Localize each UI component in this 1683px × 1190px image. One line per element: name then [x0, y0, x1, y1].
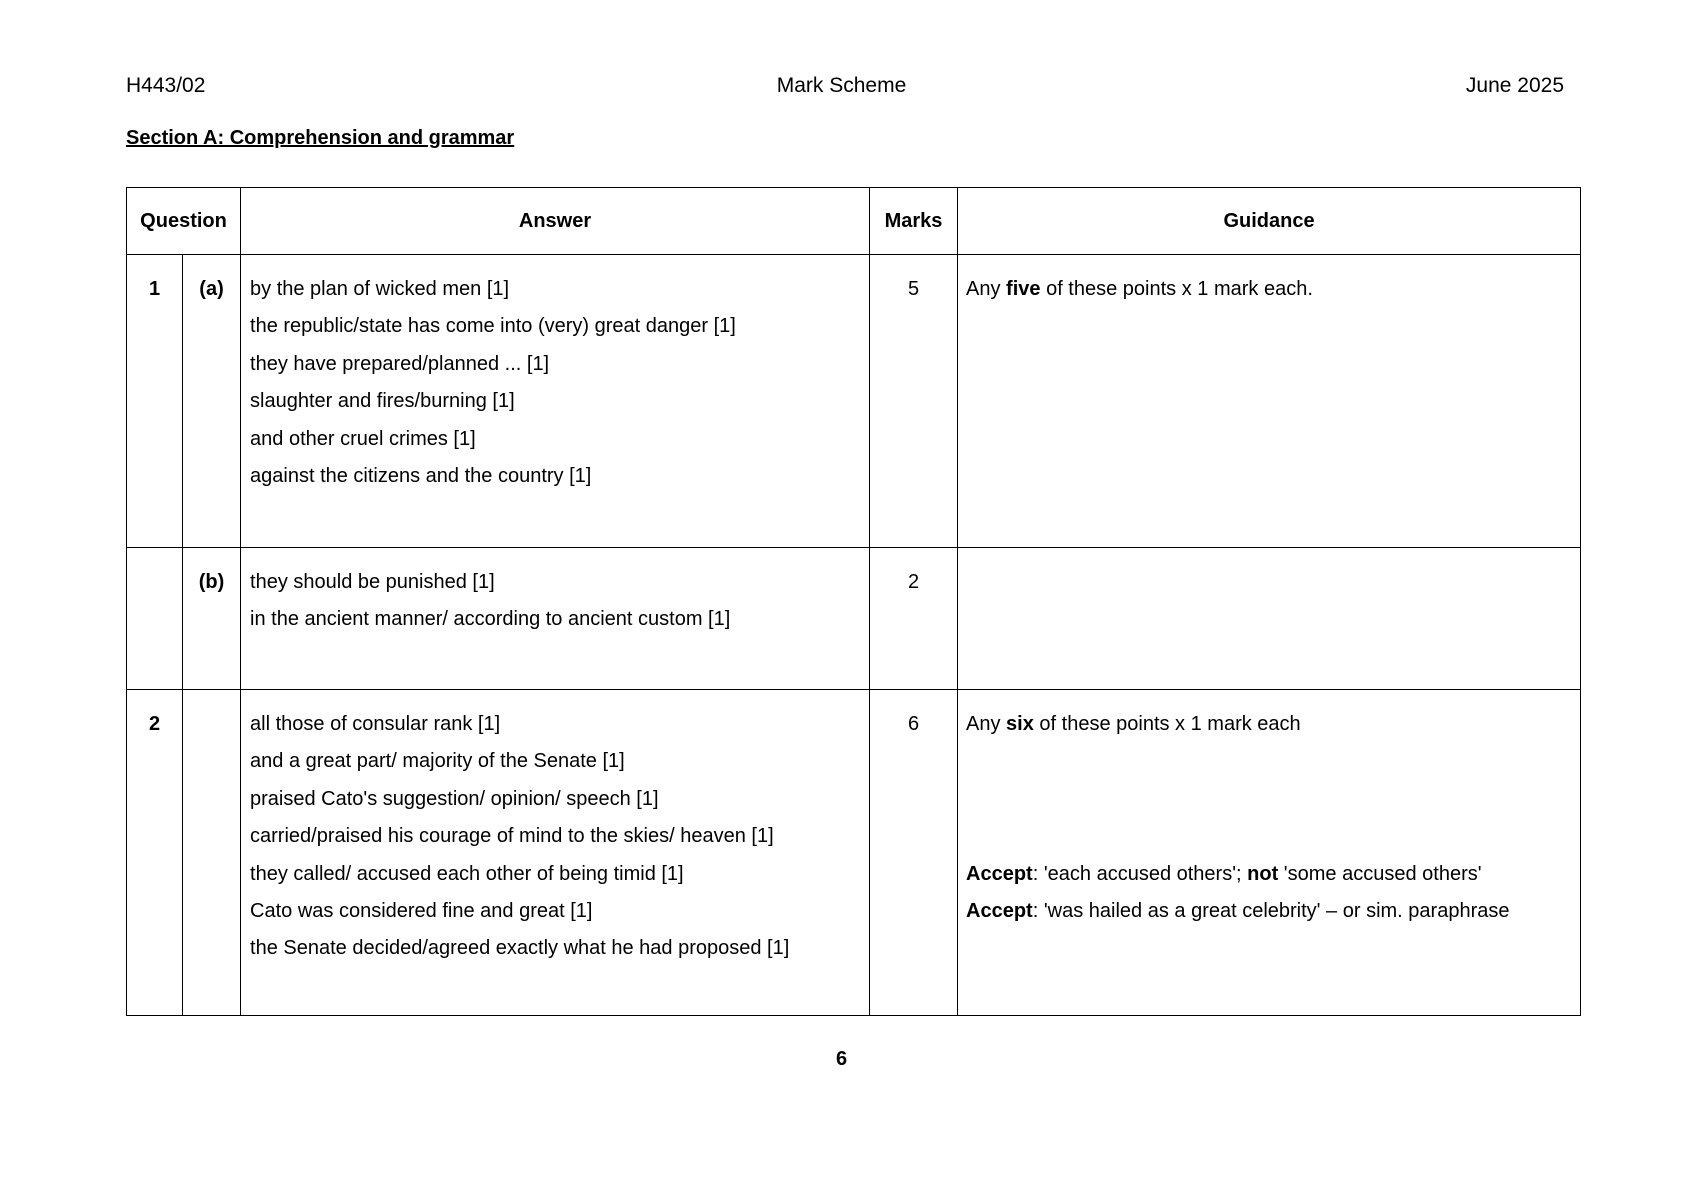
answer-point: carried/praised his courage of mind to the skies/ heaven [1] — [250, 825, 774, 848]
section-title: Section A: Comprehension and grammar — [126, 127, 515, 149]
guidance-bold: five — [1006, 278, 1041, 300]
guidance-text: of these points x 1 mark each — [1033, 713, 1301, 735]
table-row — [127, 255, 1581, 548]
marks-cell: 6 — [870, 690, 958, 1016]
accept-text: : 'was hailed as a great celebrity' – or sim. paraphrase — [1032, 899, 1510, 922]
answer-point: the Senate decided/agreed exactly what he had proposed [1] — [250, 937, 790, 960]
guidance-cell — [958, 255, 1581, 548]
guidance-cell — [958, 690, 1581, 1016]
answer-point: all those of consular rank [1] — [250, 713, 501, 735]
accept-note — [966, 856, 1580, 893]
question-part — [183, 690, 241, 1016]
header-guidance: Guidance — [958, 188, 1581, 255]
accept-text: : 'each accused others'; — [1032, 862, 1248, 885]
answer-point: and a great part/ majority of the Senate [1] — [250, 750, 625, 773]
table-row — [127, 548, 1581, 690]
header-marks: Marks — [870, 188, 958, 255]
table-row — [127, 690, 1581, 1016]
accept-label: Accept — [966, 862, 1033, 885]
page-number: 6 — [835, 1048, 848, 1070]
answer-cell — [241, 255, 870, 548]
answer-point: slaughter and fires/burning [1] — [250, 390, 515, 413]
question-number — [127, 548, 183, 690]
question-number: 1 — [127, 255, 183, 548]
answer-point: they have prepared/planned ... [1] — [250, 352, 550, 375]
question-part: (a) — [183, 255, 241, 548]
header-answer: Answer — [241, 188, 870, 255]
question-part: (b) — [183, 548, 241, 690]
answer-point: in the ancient manner/ according to ancient custom [1] — [250, 608, 731, 631]
answer-point: by the plan of wicked men [1] — [250, 278, 510, 300]
doc-date: June 2025 — [1465, 74, 1564, 97]
header-question: Question — [127, 188, 241, 255]
answer-point: they called/ accused each other of being timid [1] — [250, 862, 684, 885]
question-number: 2 — [127, 690, 183, 1016]
answer-point: Cato was considered fine and great [1] — [250, 899, 593, 922]
answer-point: and other cruel crimes [1] — [250, 427, 476, 450]
marks-cell: 2 — [870, 548, 958, 690]
answer-point: the republic/state has come into (very) great danger [1] — [250, 315, 736, 338]
marks-cell: 5 — [870, 255, 958, 548]
table-header-row — [127, 188, 1581, 255]
answer-point: praised Cato's suggestion/ opinion/ speech [1] — [250, 787, 659, 810]
guidance-text: of these points x 1 mark each. — [1040, 278, 1313, 300]
guidance-text: Any — [966, 278, 1007, 300]
accept-note — [966, 893, 1580, 930]
answer-cell — [241, 548, 870, 690]
answer-point: they should be punished [1] — [250, 571, 495, 593]
guidance-text: Any — [966, 713, 1007, 735]
doc-title: Mark Scheme — [776, 74, 907, 97]
guidance-cell — [958, 548, 1581, 690]
accept-text: 'some accused others' — [1278, 862, 1482, 885]
guidance-bold: six — [1006, 713, 1034, 735]
not-label: not — [1247, 862, 1279, 885]
answer-point: against the citizens and the country [1] — [250, 464, 592, 487]
answer-cell — [241, 690, 870, 1016]
paper-code: H443/02 — [126, 74, 206, 97]
accept-label: Accept — [966, 899, 1033, 922]
mark-scheme-table — [126, 187, 1581, 1016]
